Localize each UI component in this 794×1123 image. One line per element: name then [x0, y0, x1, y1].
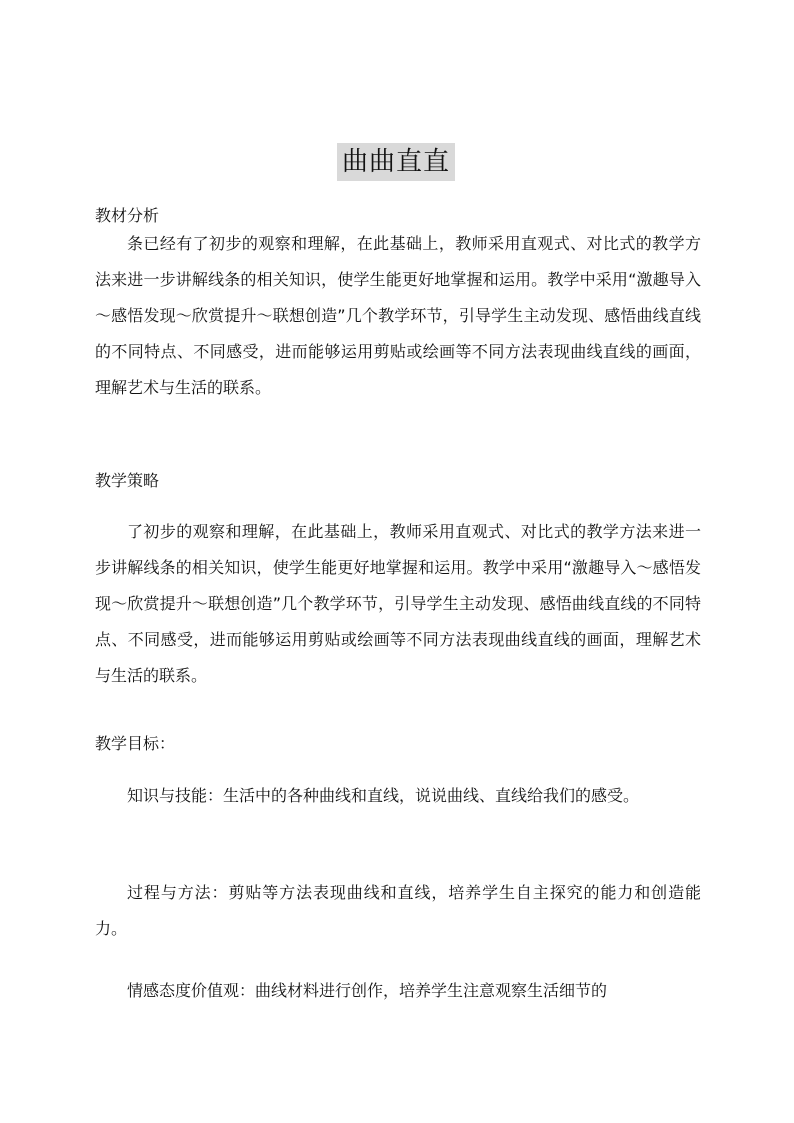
goal-knowledge-skills: 知识与技能：生活中的各种曲线和直线，说说曲线、直线给我们的感受。 [127, 786, 640, 805]
section-heading-teaching-goals: 教学目标： [95, 734, 176, 753]
goal-process-methods: 过程与方法：剪贴等方法表现曲线和直线，培养学生自主探究的能力和创造能力。 [95, 883, 701, 938]
section-heading-teaching-strategy: 教学策略 [95, 471, 160, 490]
goal-emotion-attitude-values: 情感态度价值观：曲线材料进行创作，培养学生注意观察生活细节的 [127, 981, 608, 1000]
section-heading-materials-analysis: 教材分析 [95, 206, 160, 225]
document-title: 曲曲直直 [337, 143, 455, 181]
materials-analysis-paragraph: 条已经有了初步的观察和理解，在此基础上，教师采用直观式、对比式的教学方法来进一步讲解线条的相关知识，使学生能更好地掌握和运用。教学中采用“激趣导入～感悟发现～欣赏提升～联想创造”几个教学环节，引导学生主动发现、感悟曲线直线的不同特点、不同感受，进而能够运用剪贴或绘画等不同方法表现曲线直线的画面，理解艺术与生活的联系。 [95, 234, 701, 397]
teaching-strategy-paragraph: 了初步的观察和理解，在此基础上，教师采用直观式、对比式的教学方法来进一步讲解线条的相关知识，使学生能更好地掌握和运用。教学中采用“激趣导入～感悟发现～欣赏提升～联想创造”几个教学环节，引导学生主动发现、感悟曲线直线的不同特点、不同感受，进而能够运用剪贴或绘画等不同方法表现曲线直线的画面，理解艺术与生活的联系。 [95, 522, 701, 685]
